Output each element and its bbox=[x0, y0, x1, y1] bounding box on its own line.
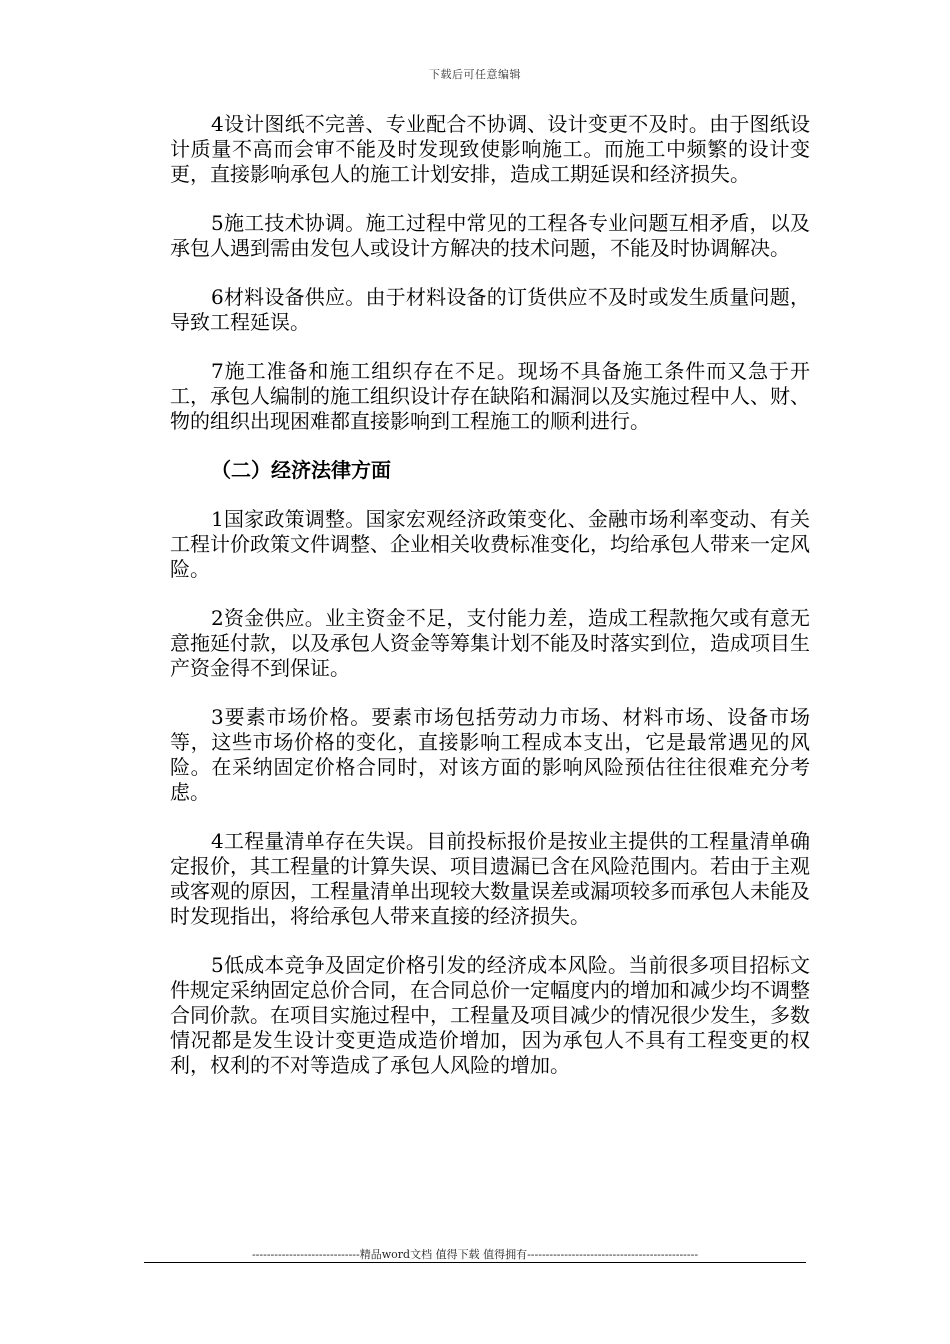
document-body bbox=[170, 112, 810, 1102]
page-footer: -----------------------------精品word文档 值得下载 值得拥有---------------------------------------------- bbox=[251, 1248, 699, 1261]
section-heading: （二）经济法律方面 bbox=[211, 458, 391, 482]
paragraph: 5低成本竞争及固定价格引发的经济成本风险。当前很多项目招标文件规定采纳固定总价合同，在合同总价一定幅度内的增加和减少均不调整合同价款。在项目实施过程中，工程量及项目减少的情况很少发生，多数情况都是发生设计变更造成造价增加，因为承包人不具有工程变更的权利，权利的不对等造成了承包人风险的增加。 bbox=[170, 953, 810, 1077]
footer-divider bbox=[144, 1262, 806, 1263]
paragraph: 3要素市场价格。要素市场包括劳动力市场、材料市场、设备市场等，这些市场价格的变化，直接影响工程成本支出，它是最常遇见的风险。在采纳固定价格合同时，对该方面的影响风险预估往往很难充分考虑。 bbox=[170, 705, 810, 804]
paragraph: 6材料设备供应。由于材料设备的订货供应不及时或发生质量问题，导致工程延误。 bbox=[170, 285, 810, 334]
paragraph: 4工程量清单存在失误。目前投标报价是按业主提供的工程量清单确定报价，其工程量的计算失误、项目遗漏已含在风险范围内。若由于主观或客观的原因，工程量清单出现较大数量误差或漏项较多而承包人未能及时发现指出，将给承包人带来直接的经济损失。 bbox=[170, 829, 810, 928]
paragraph: 7施工准备和施工组织存在不足。现场不具备施工条件而又急于开工，承包人编制的施工组织设计存在缺陷和漏洞以及实施过程中人、财、物的组织出现困难都直接影响到工程施工的顺利进行。 bbox=[170, 359, 810, 433]
page-header: 下载后可任意编辑 bbox=[429, 68, 521, 81]
paragraph: 5施工技术协调。施工过程中常见的工程各专业问题互相矛盾，以及承包人遇到需由发包人或设计方解决的技术问题，不能及时协调解决。 bbox=[170, 211, 810, 260]
paragraph: 4设计图纸不完善、专业配合不协调、设计变更不及时。由于图纸设计质量不高而会审不能及时发现致使影响施工。而施工中频繁的设计变更，直接影响承包人的施工计划安排，造成工期延误和经济损失。 bbox=[170, 112, 810, 186]
paragraph: 2资金供应。业主资金不足，支付能力差，造成工程款拖欠或有意无意拖延付款，以及承包人资金等筹集计划不能及时落实到位，造成项目生产资金得不到保证。 bbox=[170, 606, 810, 680]
paragraph: 1国家政策调整。国家宏观经济政策变化、金融市场利率变动、有关工程计价政策文件调整、企业相关收费标准变化，均给承包人带来一定风险。 bbox=[170, 507, 810, 581]
